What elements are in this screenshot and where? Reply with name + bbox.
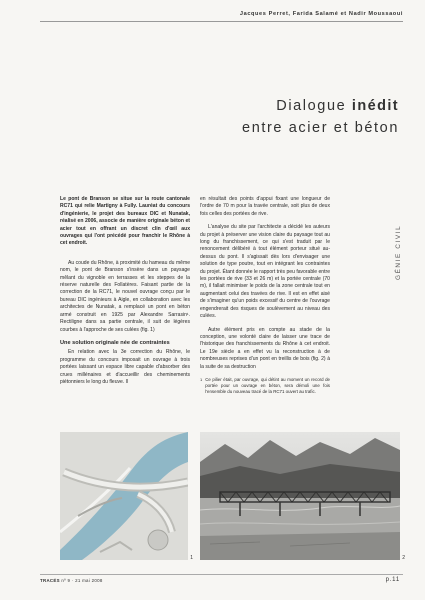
article-lead: Le pont de Branson se situe sur la route cantonale RC71 qui relie Martigny à Fully. Lauréat du concours d'ingénierie, le projet des bureaux DIC et Nunatak, réalisé en 2006, associe de manière originale béton et acier tout en offrant un discret clin d'œil aux ouvrages qui l'ont précédé pour franchir le Rhône à cet endroit.: [60, 196, 190, 247]
journal-issue: nº 9 · 21 mai 2008: [61, 578, 103, 583]
journal-name: TRACÉS: [40, 578, 60, 583]
left-text-column: [60, 196, 190, 392]
section-side-label: [395, 190, 407, 280]
body-paragraph: en résultait des points d'appui fixant une longueur de l'ordre de 70 m pour la travée centrale, soit plus de deux fois celles des portées de rive.: [200, 196, 330, 217]
section-subheading: Une solution originale née de contraintes: [60, 339, 170, 346]
site-plan-drawing: [60, 432, 188, 560]
footer-journal: [40, 578, 103, 583]
header-rule: [40, 21, 403, 22]
body-paragraph: L'analyse du site par l'architecte a décidé les auteurs du projet à préserver une vision claire du paysage tout au long du franchissement, ce qui s'est traduit par le renoncement délibéré à tout élément porteur situé au-dessus du pont. Il s'agissait dès lors d'envisager une solution de type poutre, tout en intégrant les contraintes du projet. Étant donnée le rapport très peu favorable entre les portées de rive (33 et 26 m) et la portée centrale (70 m), il fallait minimiser le poids de la zone centrale tout en augmentant celui des travées de rive. Il est en effet aisé de s'imaginer qu'un poids excessif du centre de l'ouvrage engendrerait des risques de soulèvement au niveau des culées.: [200, 224, 330, 320]
article-title-line-2: entre acier et béton: [242, 120, 399, 136]
section-label-text: GÉNIE CIVIL: [395, 224, 402, 280]
figure-number: 1: [190, 555, 193, 561]
article-authors: Jacques Perret, Farida Salamé et Nadir Moussaoui: [239, 11, 403, 17]
page-number: p.11: [385, 577, 400, 583]
title-word-dialogue: Dialogue: [276, 98, 352, 114]
title-word-inedit: inédit: [351, 98, 399, 114]
body-paragraph: Au coude du Rhône, à proximité du hameau du même nom, le pont de Branson s'insère dans un paysage mêlant du vignoble en terrasses et les steppes de la réserve naturelle des Follatères. Faisant partie de la correction de la RC71, le nouvel ouvrage conçu par le bureau DIC ingénieurs à Aigle, en collaboration avec les architectes de Nunatak, a remplacé un pont en béton armé construit en 1925 par Alexandre Sarrasin¹. Rectiligne dans sa partie centrale, il suit de légères courbes à l'approche de ses culées (fig. 1): [60, 259, 190, 333]
body-paragraph: En relation avec la 3e correction du Rhône, le programme du concours imposait un ouvrage à trois portées laissant un espace libre capable d'absorber des crues millénaires et d'accueillir des cheminements piétonniers le long du fleuve. Il: [60, 349, 190, 385]
figure-site-plan: [60, 432, 193, 561]
figure-number: 2: [402, 555, 405, 561]
footer-rule: [40, 574, 403, 575]
right-text-column: [200, 196, 330, 394]
footnote-number: 1: [200, 376, 203, 382]
body-paragraph: Autre élément pris en compte au stade de la conception, une volonté claire de laisser une trace de l'historique des franchissements du Rhône à cet endroit. Le 19e siècle a en effet vu la reconstruction à de nombreuses reprises d'un pont en treillis de bois (fig. 2) à la suite de sa destruction: [200, 326, 330, 370]
footnote: [200, 377, 330, 394]
article-title-line-1: [276, 98, 399, 114]
footnote-text: Ce pilier était, par ouvrage, qui détint au moment un record de portée pour un ouvrage en béton, sera démoli une fois l'ensemble du nouveau tracé de la RC71 ouvert au trafic.: [205, 376, 330, 394]
figure-historic-bridge-photo: [200, 432, 405, 561]
historic-photo-drawing: [200, 432, 400, 560]
